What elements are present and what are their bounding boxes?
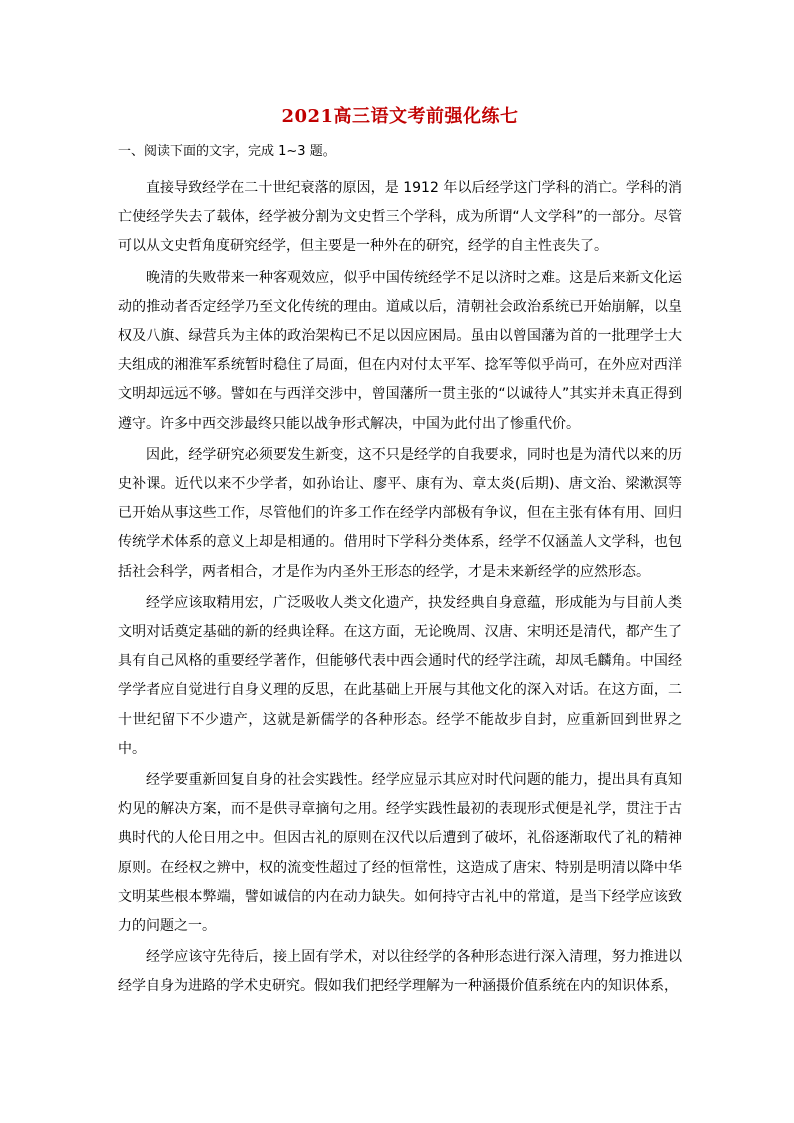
paragraph-4: 经学应该取精用宏，广泛吸收人类文化遗产，抉发经典自身意蕴，形成能为与目前人类文明对话奠定基础的新的经典诠释。在这方面，无论晚周、汉唐、宋明还是清代，都产生了具有自己风格的重要经学著作，但能够代表中西会通时代的经学注疏，却凤毛麟角。中国经学学者应自觉进行自身义理的反思，在此基础上开展与其他文化的深入对话。在这方面，二十世纪留下不少遗产，这就是新儒学的各种形态。经学不能故步自封，应重新回到世界之中。 xyxy=(118,594,682,757)
paragraph-3: 因此，经学研究必须要发生新变，这不只是经学的自我要求，同时也是为清代以来的历史补课。近代以来不少学者，如孙诒让、廖平、康有为、章太炎(后期)、唐文治、梁漱溟等已开始从事这些工作，尽管他们的许多工作在经学内部极有争议，但在主张有体有用、回归传统学术体系的意义上却是相通的。借用时下学科分类体系，经学不仅涵盖人文学科，也包括社会科学，两者相合，才是作为内圣外王形态的经学，才是未来新经学的应然形态。 xyxy=(118,446,682,580)
question-instruction: 一、阅读下面的文字，完成 1~3 题。 xyxy=(118,144,336,159)
paragraph-2: 晚清的失败带来一种客观效应，似乎中国传统经学不足以济时之难。这是后来新文化运动的推动者否定经学乃至文化传统的理由。道咸以后，清朝社会政治系统已开始崩解，以皇权及八旗、绿营兵为主体的政治架构已不足以因应困局。虽由以曾国藩为首的一批理学士大夫组成的湘淮军系统暂时稳住了局面，但在内对付太平军、捻军等似乎尚可，在外应对西洋文明却远远不够。譬如在与西洋交涉中，曾国藩所一贯主张的“以诚待人”其实并未真正得到遵守。许多中西交涉最终只能以战争形式解决，中国为此付出了惨重代价。 xyxy=(118,269,682,432)
paragraph-6: 经学应该守先待后，接上固有学术，对以往经学的各种形态进行深入清理，努力推进以经学自身为进路的学术史研究。假如我们把经学理解为一种涵摄价值系统在内的知识体系， xyxy=(118,949,682,995)
document-title: 2021高三语文考前强化练七 xyxy=(281,106,519,127)
paragraph-5: 经学要重新回复自身的社会实践性。经学应显示其应对时代问题的能力，提出具有真知灼见的解决方案，而不是供寻章摘句之用。经学实践性最初的表现形式便是礼学，贯注于古典时代的人伦日用之中。但因古礼的原则在汉代以后遭到了破坏，礼俗逐渐取代了礼的精神原则。在经权之辨中，权的流变性超过了经的恒常性，这造成了唐宋、特别是明清以降中华文明某些根本弊端，譬如诚信的内在动力缺失。如何持守古礼中的常道，是当下经学应该致力的问题之一。 xyxy=(118,772,682,935)
paragraph-1: 直接导致经学在二十世纪衰落的原因，是 1912 年以后经学这门学科的消亡。学科的消亡使经学失去了载体，经学被分割为文史哲三个学科，成为所谓“人文学科”的一部分。尽管可以从文史哲角度研究经学，但主要是一种外在的研究，经学的自主性丧失了。 xyxy=(118,180,682,255)
